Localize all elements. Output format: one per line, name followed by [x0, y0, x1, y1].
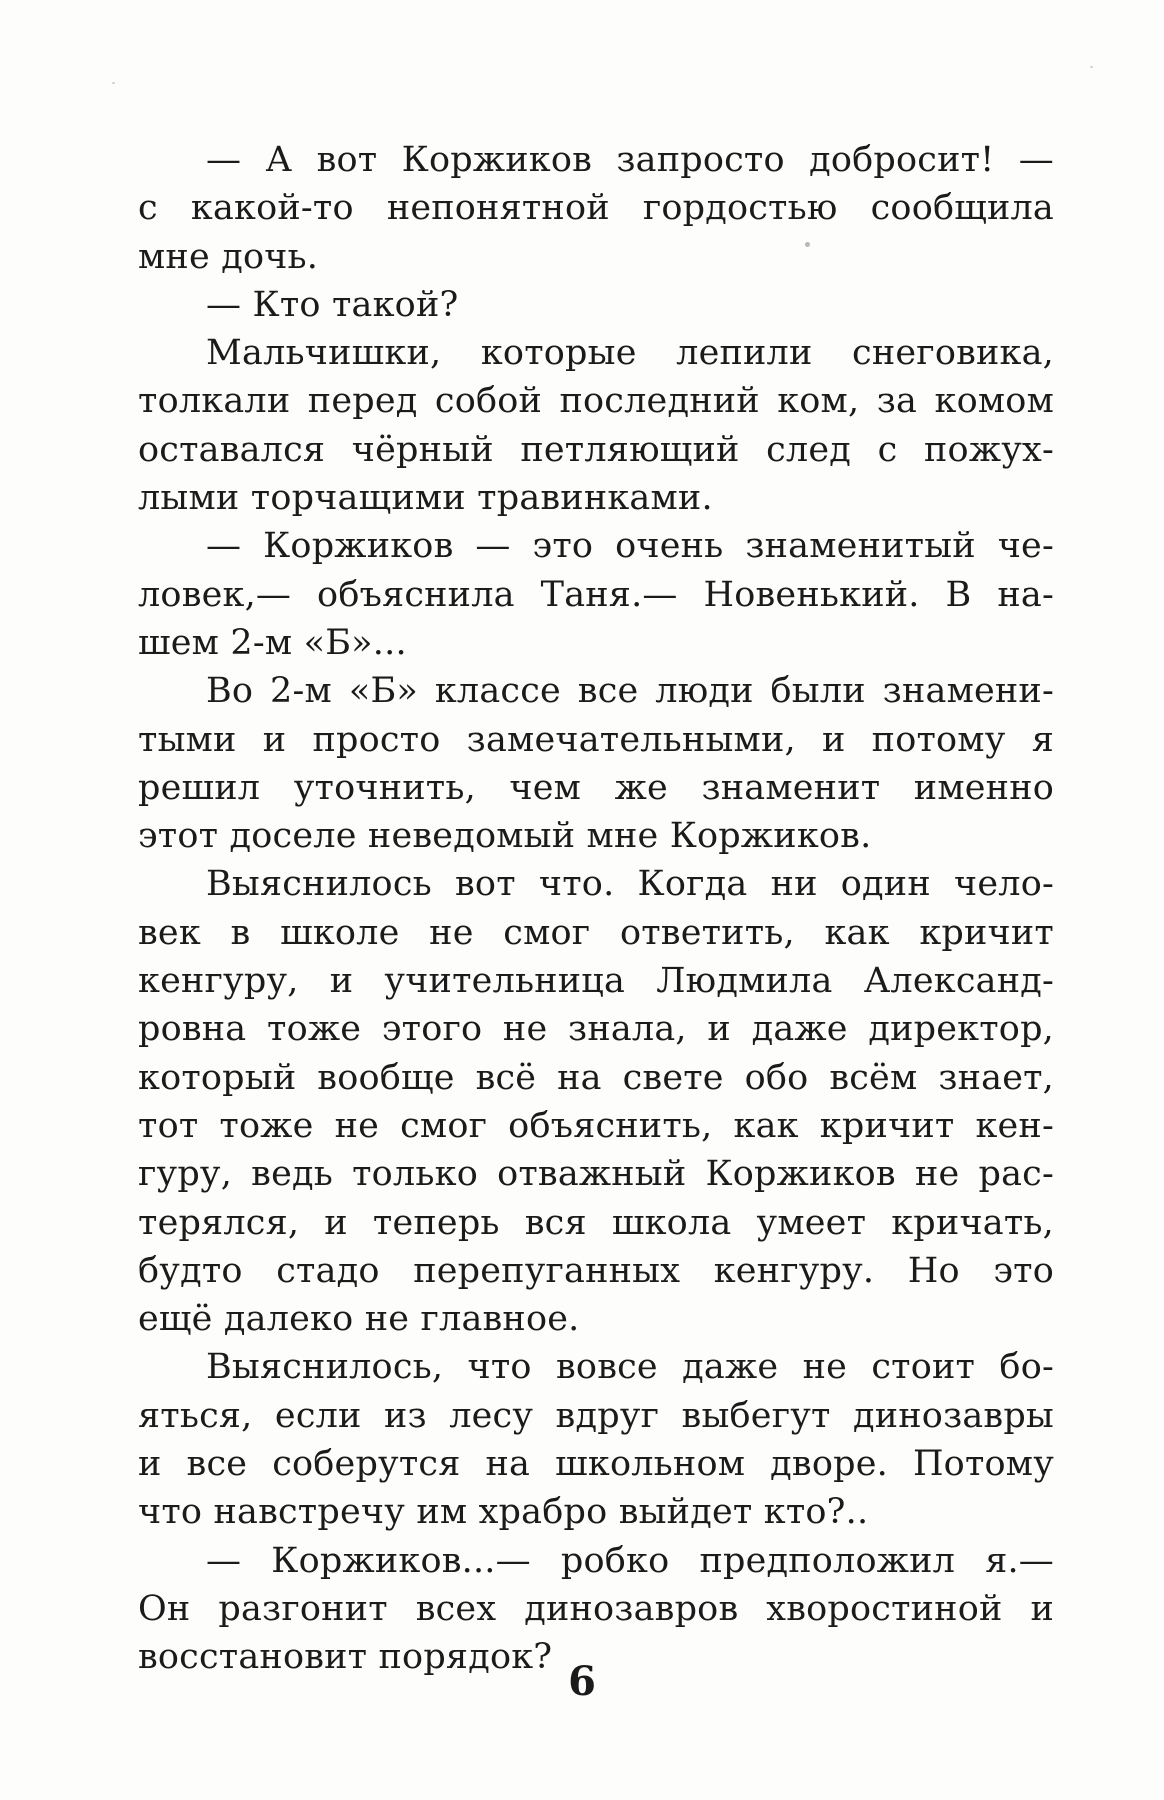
text-line: ещё далеко не главное.	[138, 1299, 580, 1340]
text-line: ловек,— объяснила Таня.— Новенький. В на-	[138, 574, 1054, 615]
page-body	[138, 136, 1054, 1682]
text-line: мне дочь.	[138, 236, 319, 277]
text-line: который вообще всё на свете обо всём знает,	[138, 1057, 1054, 1098]
text-line: лыми торчащими травинками.	[138, 478, 713, 519]
text-line: — Коржиков...— робко предположил я.—	[206, 1540, 1054, 1581]
text-line: толкали перед собой последний ком, за комом	[138, 381, 1054, 422]
text-line: ровна тоже этого не знала, и даже директор,	[138, 1009, 1054, 1050]
text-line: — А вот Коржиков запросто добросит! —	[206, 140, 1054, 180]
text-line: будто стадо перепуганных кенгуру. Но это	[138, 1250, 1054, 1291]
text-line: оставался чёрный петляющий след с пожух-	[138, 429, 1054, 470]
text-line: гуру, ведь только отважный Коржиков не рас-	[138, 1154, 1054, 1195]
text-line: что навстречу им храбро выйдет кто?..	[138, 1492, 869, 1533]
text-line: и все соберутся на школьном дворе. Потому	[138, 1444, 1054, 1485]
text-line: век в школе не смог ответить, как кричит	[138, 912, 1054, 953]
scan-speck	[112, 82, 115, 84]
text-line: тыми и просто замечательными, и потому я	[138, 719, 1054, 760]
text-line: Мальчишки, которые лепили снеговика,	[206, 333, 1054, 374]
page-number: 6	[568, 1658, 596, 1705]
text-line: яться, если из лесу вдруг выбегут динозавры	[138, 1395, 1054, 1436]
text-line: Выяснилось вот что. Когда ни один чело-	[206, 864, 1054, 905]
text-line: терялся, и теперь вся школа умеет кричать,	[138, 1202, 1054, 1243]
text-line: Выяснилось, что вовсе даже не стоит бо-	[206, 1347, 1054, 1388]
text-line: кенгуру, и учительница Людмила Александ-	[138, 961, 1054, 1002]
text-line: Он разгонит всех динозавров хворостиной и	[138, 1588, 1054, 1629]
text-line: — Кто такой?	[206, 284, 459, 325]
scan-speck	[1090, 66, 1093, 68]
scan-speck	[805, 242, 810, 247]
text-line: шем 2-м «Б»...	[138, 622, 407, 663]
text-line: тот тоже не смог объяснить, как кричит кен-	[138, 1105, 1054, 1146]
text-line: восстановит порядок?	[138, 1637, 553, 1678]
text-line: решил уточнить, чем же знаменит именно	[138, 767, 1054, 808]
text-line: — Коржиков — это очень знаменитый че-	[206, 526, 1054, 567]
text-line: этот доселе неведомый мне Коржиков.	[138, 816, 872, 857]
text-line: с какой-то непонятной гордостью сообщила	[138, 188, 1054, 229]
text-line: Во 2-м «Б» классе все люди были знамени-	[206, 671, 1054, 712]
